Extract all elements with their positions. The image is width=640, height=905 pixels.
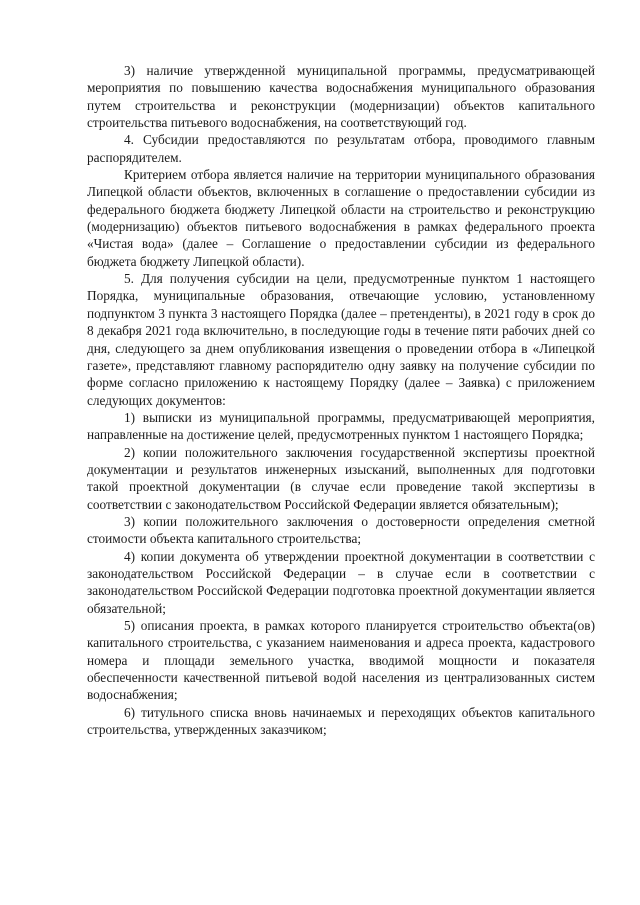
list-item-4-approval-document: 4) копии документа об утверждении проектной документации в соответствии с законодательством Российской Федерации – в случае если в соответствии с законодательством Российской Федерации подготовка проектной документации является обязательной; (87, 548, 595, 616)
list-item-2-expertise-copy: 2) копии положительного заключения государственной экспертизы проектной документации и результатов инженерных изысканий, выполненных для подготовки такой проектной документации (в случае если проведение такой экспертизы в соответствии с законодательством Российской Федерации является обязательным); (87, 444, 595, 512)
paragraph-5-application: 5. Для получения субсидии на цели, предусмотренные пунктом 1 настоящего Порядка, муниципальные образования, отвечающие условию, установленному подпунктом 3 пункта 3 настоящего Порядка (далее – претенденты), в 2021 году в срок до 8 декабря 2021 года включительно, в последующие годы в течение пяти рабочих дней со дня, следующего за днем опубликования извещения о проведении отбора в «Липецкой газете», представляют главному распорядителю одну заявку на получение субсидии по форме согласно приложению к настоящему Порядку (далее – Заявка) с приложением следующих документов: (87, 271, 595, 408)
list-item-1-program-extract: 1) выписки из муниципальной программы, предусматривающей мероприятия, направленные на достижение целей, предусмотренных пунктом 1 настоящего Порядка; (87, 409, 595, 443)
paragraph-item-3-program: 3) наличие утвержденной муниципальной программы, предусматривающей мероприятия по повышению качества водоснабжения муниципального образования путем строительства и реконструкции (модернизации) объектов капитального строительства питьевого водоснабжения, на соответствующий год. (87, 63, 595, 131)
list-item-5-project-description: 5) описания проекта, в рамках которого планируется строительство объекта(ов) капитального строительства, с указанием наименования и адреса проекта, кадастрового номера и площади земельного участка, вводимой мощности и показателя обеспеченности качественной питьевой водой населения из централизованных систем водоснабжения; (87, 618, 595, 703)
document-body (87, 62, 595, 738)
paragraph-selection-criterion: Критерием отбора является наличие на территории муниципального образования Липецкой области объектов, включенных в соглашение о предоставлении субсидии из федерального бюджета бюджету Липецкой области на строительство и реконструкцию (модернизацию) объектов питьевого водоснабжения в рамках федерального проекта «Чистая вода» (далее – Соглашение о предоставлении субсидии из федерального бюджета бюджету Липецкой области). (87, 167, 595, 269)
list-item-6-title-list: 6) титульного списка вновь начинаемых и переходящих объектов капитального строительства, утвержденных заказчиком; (87, 704, 595, 738)
list-item-3-cost-conclusion: 3) копии положительного заключения о достоверности определения сметной стоимости объекта капитального строительства; (87, 513, 595, 547)
paragraph-4-subsidy-selection: 4. Субсидии предоставляются по результатам отбора, проводимого главным распорядителем. (87, 132, 595, 165)
